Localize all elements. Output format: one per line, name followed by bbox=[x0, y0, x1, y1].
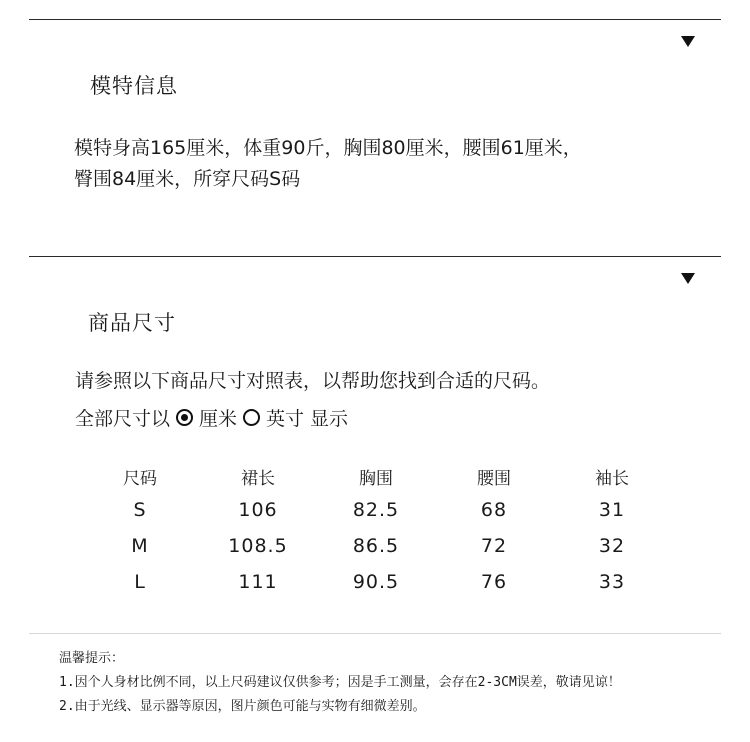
unit-option-cm-label[interactable]: 厘米 bbox=[199, 407, 238, 430]
tips-block bbox=[59, 647, 621, 719]
header-waist: 腰围 bbox=[477, 468, 511, 489]
unit-selector-prefix: 全部尺寸以 bbox=[75, 407, 171, 430]
table-cell: 76 bbox=[480, 571, 508, 593]
tips-divider bbox=[29, 633, 721, 634]
tips-heading: 温馨提示： bbox=[59, 651, 125, 666]
header-bust: 胸围 bbox=[359, 468, 393, 489]
model-info-collapse-caret-down-icon[interactable] bbox=[681, 36, 695, 47]
table-cell: 72 bbox=[480, 535, 508, 557]
table-cell-size: L bbox=[134, 571, 146, 593]
table-cell: 108.5 bbox=[228, 535, 288, 557]
unit-selector-suffix: 显示 bbox=[310, 407, 349, 430]
radio-cm-radio-button-icon[interactable] bbox=[176, 409, 193, 426]
unit-selector bbox=[75, 402, 348, 432]
model-info-title: 模特信息 bbox=[90, 74, 178, 98]
unit-option-inch-label[interactable]: 英寸 bbox=[266, 407, 305, 430]
table-cell: 32 bbox=[598, 535, 626, 557]
table-cell: 90.5 bbox=[352, 571, 400, 593]
table-cell-size: S bbox=[133, 499, 147, 521]
model-info-line-1: 模特身高165厘米，体重90斤，胸围80厘米，腰围61厘米， bbox=[74, 137, 582, 159]
table-cell: 33 bbox=[598, 571, 626, 593]
table-cell: 31 bbox=[598, 499, 626, 521]
radio-inch-radio-button-icon[interactable] bbox=[243, 409, 260, 426]
table-row bbox=[81, 564, 671, 600]
header-sleeve: 袖长 bbox=[595, 468, 629, 489]
table-cell: 86.5 bbox=[352, 535, 400, 557]
header-size: 尺码 bbox=[123, 468, 157, 489]
section-divider-middle bbox=[29, 256, 721, 257]
product-size-description: 请参照以下商品尺寸对照表，以帮助您找到合适的尺码。 bbox=[75, 370, 551, 392]
tips-item-1: 1.因个人身材比例不同，以上尺码建议仅供参考；因是手工测量，会存在2-3CM误差，敬请见谅！ bbox=[59, 675, 621, 690]
table-cell: 106 bbox=[238, 499, 278, 521]
section-divider-top bbox=[29, 19, 721, 20]
table-row bbox=[81, 528, 671, 564]
size-chart-header-row bbox=[81, 460, 671, 492]
product-size-title: 商品尺寸 bbox=[88, 311, 176, 335]
table-cell: 68 bbox=[480, 499, 508, 521]
header-skirt-length: 裙长 bbox=[241, 468, 275, 489]
table-row bbox=[81, 492, 671, 528]
size-chart-table bbox=[81, 460, 671, 600]
model-info-line-2: 臀围84厘米，所穿尺码S码 bbox=[74, 168, 301, 190]
table-cell: 111 bbox=[238, 571, 278, 593]
table-cell: 82.5 bbox=[352, 499, 400, 521]
tips-item-2: 2.由于光线、显示器等原因，图片颜色可能与实物有细微差别。 bbox=[59, 699, 426, 714]
product-size-collapse-caret-down-icon[interactable] bbox=[681, 273, 695, 284]
table-cell-size: M bbox=[131, 535, 149, 557]
